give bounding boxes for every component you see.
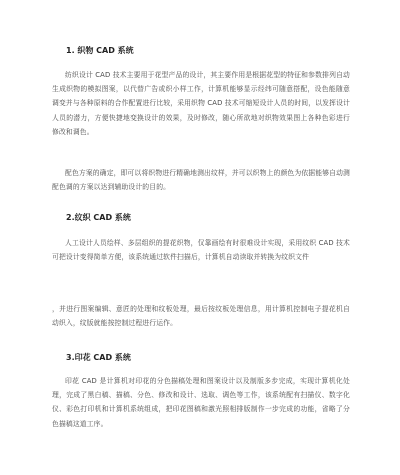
section-1-paragraph-2: 配色方案的确定，即可以将织物进行精确地测出纹样，并可以织物上的颜色为依据能够自动测配色调的方案以达到辅助设计的目的。	[52, 169, 350, 192]
section-3-paragraph-1: 印花 CAD 是计算机对印花的分色描稿处理和图案设计以及制版多步完成，实现计算机化处理，完成了黑白稿、描稿、分色、修改和设计、选取、调色等工作，该系统配有扫描仪、数字化仪、彩色打印机和计算机系统组成，把印花图稿和激光照相排版制作一步完成的功能，省略了分色描稿这道工序。	[52, 377, 350, 428]
section-2-paragraph-1: 人工设计人员绘样、多层组织的提花织物，仅靠画绘有时很难设计实现，采用纹织 CAD 技术可把设计变得简单方便，该系统通过软件扫描后，计算机自动读取并转换为纹织文件	[52, 239, 350, 262]
section-1-heading: 1. 织物 CAD 系统	[66, 46, 134, 55]
section-1-paragraph-1: 纺织设计 CAD 技术主要用于花型产品的设计，其主要作用是根据花型的特征和参数排列自动生成织物的模拟图案，以代替广告或织小样工作，计算机能够显示经纬可随意搭配，设色能随意调变并与各种原料的合作配置进行比较，采用织物 CAD 技术可缩短设计人员的时间，以发挥设计人员的潜力，方便快捷地变换设计的效果，及时修改，随心所欲地对织物效果图上各种色彩进行修改和调色。	[52, 71, 350, 136]
section-3-heading: 3.印花 CAD 系统	[66, 353, 131, 362]
section-2-paragraph-2: ，并进行图案编辑、意匠的处理和纹板处理，最后按纹板处理信息，用计算机控制电子提花机自动织入，纹版就能按控制过程进行运作。	[52, 305, 350, 328]
section-2-heading: 2.纹织 CAD 系统	[66, 213, 131, 222]
